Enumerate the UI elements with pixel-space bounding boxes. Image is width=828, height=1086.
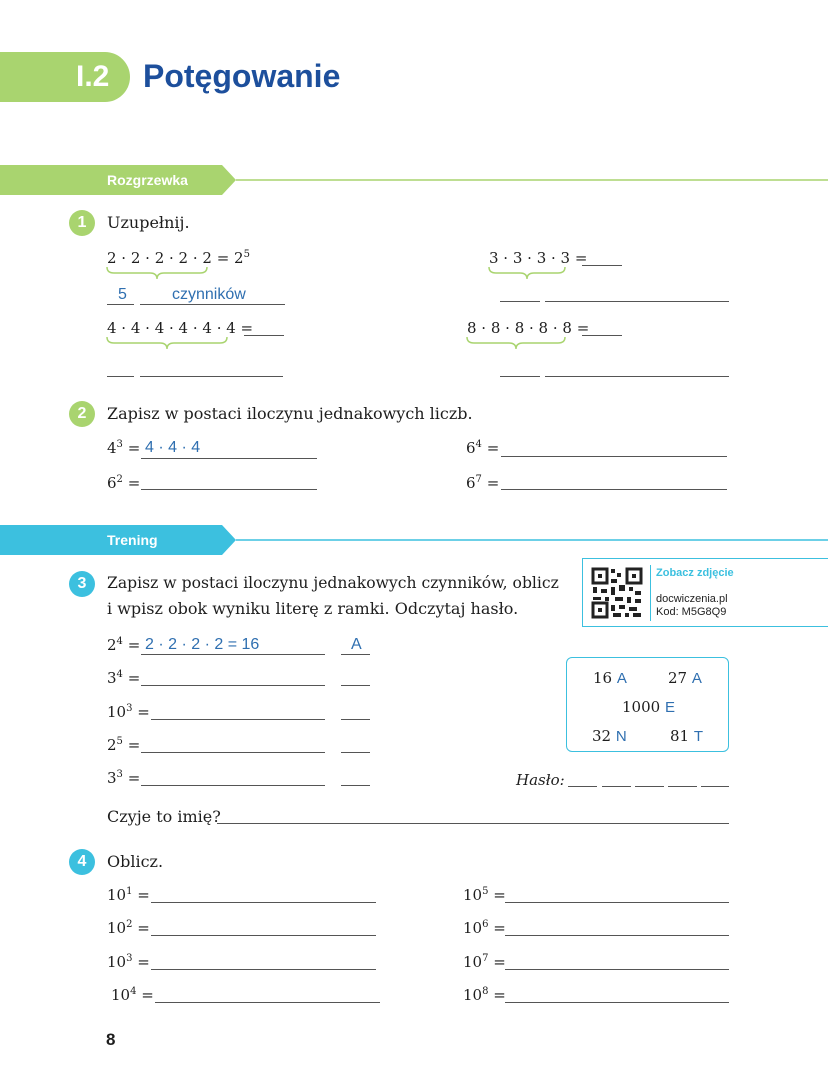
- qr-code-icon: [591, 567, 643, 619]
- password-field[interactable]: [602, 786, 631, 787]
- ex2-item: $6^4$ =: [466, 439, 500, 457]
- qr-site: docwiczenia.pl: [656, 593, 728, 605]
- ex4-answer-field[interactable]: [151, 935, 376, 936]
- ex4-answer-field[interactable]: [505, 902, 729, 903]
- password-field[interactable]: [701, 786, 729, 787]
- ex1-answer-count: 5: [118, 286, 127, 303]
- exercise-3-instruction: Zapisz w postaci iloczynu jednakowych czynników, oblicz: [107, 574, 559, 592]
- ex3-item: $2^4$ =: [107, 636, 141, 654]
- ex1-brace-a: [106, 266, 208, 280]
- ex1-brace-d: [466, 336, 566, 350]
- qr-box[interactable]: [582, 558, 828, 627]
- ex4-item: $10^4$ =: [111, 986, 154, 1004]
- ex1-expression-c: 4 · 4 · 4 · 4 · 4 · 4 =: [107, 319, 254, 337]
- ex2-answer-field[interactable]: 4 · 4 · 4: [145, 439, 201, 456]
- key-entry: 1000 E: [622, 698, 675, 716]
- password-field[interactable]: [668, 786, 697, 787]
- ex3-item: $10^3$ =: [107, 703, 150, 721]
- password-label: Hasło:: [516, 771, 565, 789]
- ex4-answer-field[interactable]: [151, 969, 376, 970]
- exercise-1-instruction: Uzupełnij.: [107, 213, 190, 232]
- page-number: 8: [106, 1030, 116, 1049]
- ex1-expression-d: 8 · 8 · 8 · 8 · 8 =: [467, 319, 590, 337]
- exercise-number-1: 1: [69, 210, 95, 236]
- qr-divider: [650, 565, 651, 621]
- key-entry: 81 T: [670, 727, 704, 745]
- section-label-training: Trening: [107, 532, 158, 548]
- ex4-item: $10^5$ =: [463, 886, 506, 904]
- section-label-warmup: Rozgrzewka: [107, 172, 188, 188]
- key-entry: 32 N: [592, 727, 627, 745]
- ex4-item: $10^6$ =: [463, 919, 506, 937]
- ex4-answer-field[interactable]: [505, 935, 729, 936]
- name-answer-field[interactable]: [217, 823, 729, 824]
- exercise-number-3: 3: [69, 571, 95, 597]
- qr-code-label: Kod: M5G8Q9: [656, 606, 727, 618]
- ex4-answer-field[interactable]: [155, 1002, 380, 1003]
- qr-title: Zobacz zdjęcie: [656, 567, 734, 579]
- exercise-2-instruction: Zapisz w postaci iloczynu jednakowych liczb.: [107, 404, 473, 423]
- ex2-item: $6^7$ =: [466, 474, 500, 492]
- ex4-item: $10^8$ =: [463, 986, 506, 1004]
- exercise-3-instruction: i wpisz obok wyniku literę z ramki. Odczytaj hasło.: [107, 599, 519, 618]
- page-title: Potęgowanie: [143, 58, 341, 94]
- ex3-answer-field[interactable]: 2 · 2 · 2 · 2 = 16: [145, 636, 260, 653]
- chapter-tab: [0, 52, 130, 102]
- letter-key-box: [566, 657, 729, 752]
- exercise-4-instruction: Oblicz.: [107, 852, 164, 871]
- password-field[interactable]: [568, 786, 597, 787]
- ex1-expression-b: 3 · 3 · 3 · 3 =: [489, 249, 588, 267]
- ex1-answer-word: czynników: [172, 286, 246, 303]
- ex4-item: $10^3$ =: [107, 953, 150, 971]
- ex2-item: $4^3$ =: [107, 439, 141, 457]
- ex4-answer-field[interactable]: [505, 969, 729, 970]
- password-field[interactable]: [635, 786, 664, 787]
- ex2-item: $6^2$ =: [107, 474, 141, 492]
- exercise-number-2: 2: [69, 401, 95, 427]
- ex4-item: $10^2$ =: [107, 919, 150, 937]
- exercise-number-4: 4: [69, 849, 95, 875]
- ex3-item: $3^4$ =: [107, 669, 141, 687]
- ex3-item: $2^5$ =: [107, 736, 141, 754]
- name-question: Czyje to imię?: [107, 807, 221, 826]
- ex4-answer-field[interactable]: [505, 1002, 729, 1003]
- chapter-number: I.2: [76, 60, 110, 93]
- ex1-brace-b: [488, 266, 566, 280]
- key-entry: 16 A: [593, 669, 627, 687]
- ex4-answer-field[interactable]: [151, 902, 376, 903]
- ex1-brace-c: [106, 336, 228, 350]
- ex4-item: $10^1$ =: [107, 886, 150, 904]
- ex3-item: $3^3$ =: [107, 769, 141, 787]
- ex4-item: $10^7$ =: [463, 953, 506, 971]
- key-entry: 27 A: [668, 669, 702, 687]
- ex3-letter-field[interactable]: A: [351, 636, 362, 653]
- ex1-expression-a: $2 \cdot 2 \cdot 2 \cdot 2 \cdot 2 = 2^5$: [107, 249, 250, 267]
